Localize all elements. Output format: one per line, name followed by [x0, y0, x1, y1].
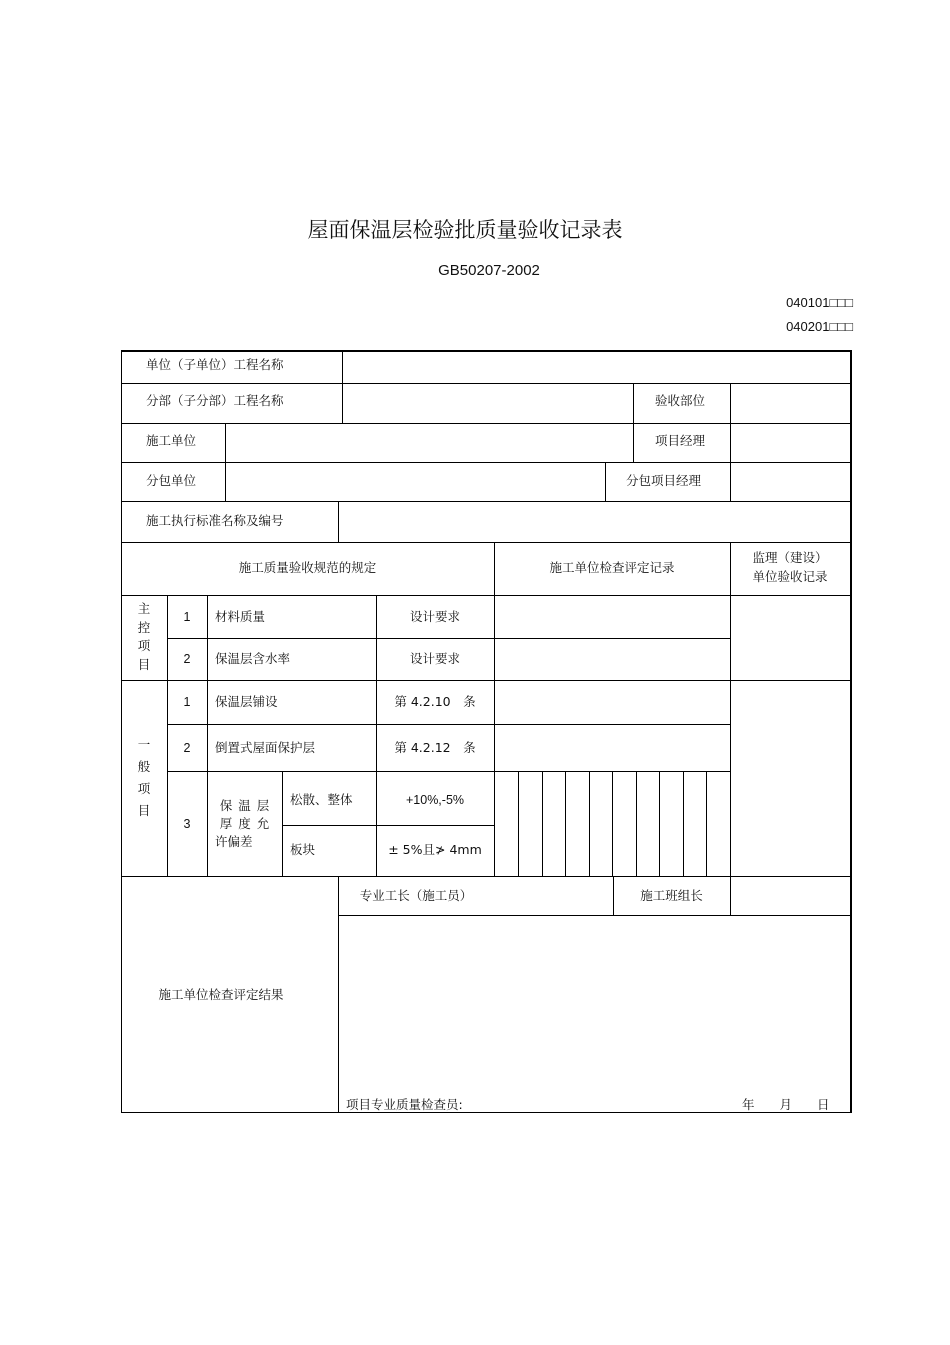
document-title: 屋面保温层检验批质量验收记录表: [307, 218, 623, 242]
row-line: [167, 724, 730, 725]
grid-cell-line: [518, 771, 519, 877]
tolerance-value: ± 5%且≯ 4mm: [388, 842, 482, 857]
item-number: 1: [183, 695, 191, 709]
sub-item-name: 板块: [290, 842, 316, 857]
tolerance-value: +10%,-5%: [405, 793, 465, 807]
general-items-label: 项: [137, 781, 151, 796]
main-items-label: 控: [137, 620, 151, 635]
result-label: 施工单位检查评定结果: [158, 987, 284, 1002]
item-requirement: 设计要求: [409, 651, 460, 666]
form-code-1: 040101□□□: [786, 295, 853, 310]
form-code-2: 040201□□□: [786, 319, 853, 334]
spec-header: 施工质量验收规范的规定: [238, 560, 377, 575]
item-name: 保温层铺设: [215, 694, 278, 709]
row-line: [167, 638, 730, 639]
item-number: 2: [183, 652, 191, 666]
row-line: [121, 462, 851, 463]
row-line: [121, 595, 851, 596]
item-name: 许偏差: [215, 834, 253, 849]
constructor-label: 施工单位: [146, 433, 197, 448]
subcontractor-label: 分包单位: [146, 473, 197, 488]
standard-code: GB50207-2002: [438, 262, 540, 279]
sub-manager-label: 分包项目经理: [626, 473, 702, 488]
supervisor-header-2: 单位验收记录: [752, 569, 828, 584]
col-line: [207, 595, 208, 877]
item-requirement: 第 4.2.12 条: [394, 740, 476, 755]
row-line: [282, 825, 494, 826]
general-items-label: 般: [137, 759, 151, 774]
row-line: [121, 383, 851, 384]
grid-cell-line: [589, 771, 590, 877]
sub-project-label: 分部（子分部）工程名称: [146, 393, 284, 408]
grid-cell-line: [659, 771, 660, 877]
item-name: 保温层含水率: [215, 651, 291, 666]
row-line: [338, 915, 851, 916]
unit-project-label: 单位（子单位）工程名称: [146, 357, 284, 372]
item-name: 材料质量: [215, 609, 266, 624]
item-number: 2: [183, 741, 191, 755]
grid-cell-line: [636, 771, 637, 877]
col-line: [167, 595, 168, 877]
item-number: 3: [183, 817, 191, 831]
foreman-label: 专业工长（施工员）: [359, 888, 473, 903]
date-label: 年 月 日: [742, 1097, 830, 1112]
general-items-label: 一: [137, 737, 151, 752]
col-line: [338, 876, 339, 1113]
inspector-label: 项目专业质量检查员:: [346, 1097, 463, 1112]
team-leader-label: 施工班组长: [640, 888, 703, 903]
row-line: [121, 423, 851, 424]
grid-cell-line: [612, 771, 613, 877]
accept-part-label: 验收部位: [655, 393, 706, 408]
col-line: [225, 423, 226, 502]
grid-cell-line: [706, 771, 707, 877]
col-line: [342, 350, 343, 384]
col-line: [376, 595, 377, 877]
item-name: 厚 度 允: [219, 816, 271, 831]
col-line: [342, 383, 343, 424]
col-line: [730, 876, 731, 916]
table-top-border: [121, 350, 851, 352]
grid-cell-line: [565, 771, 566, 877]
standard-name-label: 施工执行标准名称及编号: [146, 513, 284, 528]
item-number: 1: [183, 610, 191, 624]
grid-cell-line: [542, 771, 543, 877]
col-line: [605, 462, 606, 502]
col-line: [633, 383, 634, 463]
project-manager-label: 项目经理: [655, 433, 706, 448]
col-line: [282, 771, 283, 877]
col-line: [730, 542, 731, 877]
grid-cell-line: [683, 771, 684, 877]
main-items-label: 目: [137, 657, 151, 672]
item-name: 保 温 层: [219, 798, 271, 813]
col-line: [494, 542, 495, 877]
general-items-label: 目: [137, 803, 151, 818]
sub-item-name: 松散、整体: [290, 792, 353, 807]
row-line: [121, 680, 851, 681]
row-line: [167, 771, 730, 772]
item-requirement: 第 4.2.10 条: [394, 694, 476, 709]
record-header: 施工单位检查评定记录: [549, 560, 675, 575]
item-requirement: 设计要求: [409, 609, 460, 624]
supervisor-header-1: 监理（建设）: [752, 550, 828, 565]
col-line: [730, 383, 731, 502]
col-line: [338, 501, 339, 543]
row-line: [121, 876, 851, 877]
main-items-label: 项: [137, 638, 151, 653]
main-items-label: 主: [137, 601, 151, 616]
row-line: [121, 501, 851, 502]
row-line: [121, 542, 851, 543]
table-right-border: [850, 350, 852, 1113]
item-name: 倒置式屋面保护层: [215, 740, 316, 755]
